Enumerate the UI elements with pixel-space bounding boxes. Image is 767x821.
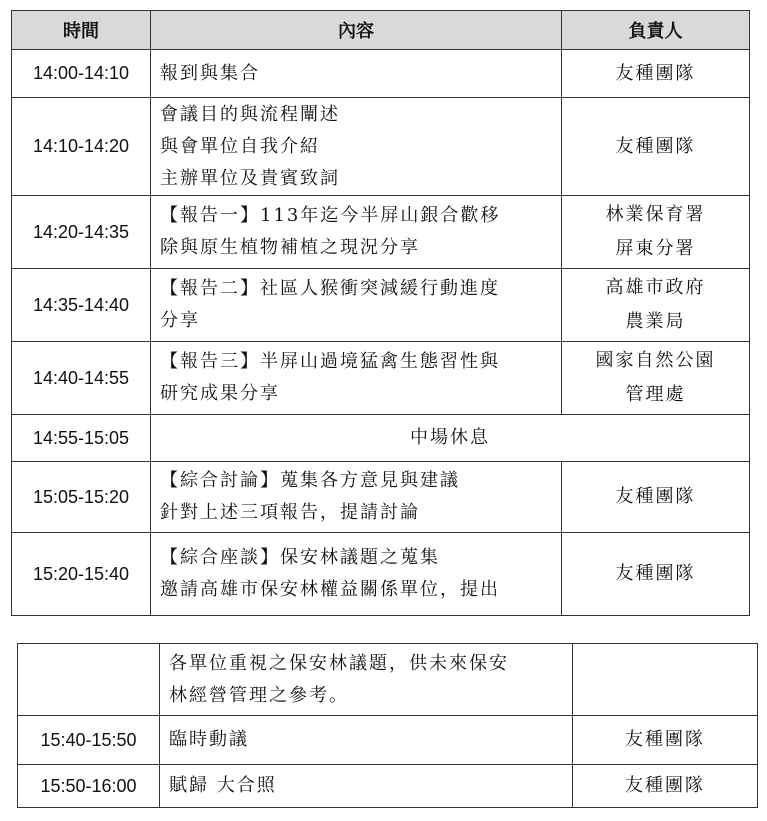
time-cell: 15:20-15:40 — [12, 533, 151, 616]
time-cell — [18, 644, 160, 716]
table-row — [12, 415, 750, 462]
time-cell: 15:05-15:20 — [12, 462, 151, 533]
time-cell: 14:10-14:20 — [12, 98, 151, 196]
header-time: 時間 — [12, 11, 151, 50]
table-row — [12, 196, 750, 269]
time-cell: 14:35-14:40 — [12, 269, 151, 342]
header-responsible: 負責人 — [562, 11, 750, 50]
responsible-cell: 友種團隊 — [562, 98, 750, 196]
responsible-cell: 友種團隊 — [562, 50, 750, 98]
responsible-cell: 高雄市政府 農業局 — [562, 269, 750, 342]
time-cell: 15:40-15:50 — [18, 716, 160, 765]
table-row — [18, 765, 758, 808]
responsible-cell: 國家自然公園 管理處 — [562, 342, 750, 415]
responsible-cell: 友種團隊 — [562, 533, 750, 616]
content-cell: 【綜合座談】保安林議題之蒐集 邀請高雄市保安林權益關係單位，提出 — [151, 533, 562, 616]
table-row — [12, 462, 750, 533]
content-cell: 【報告二】社區人猴衝突減緩行動進度 分享 — [151, 269, 562, 342]
table-row — [12, 269, 750, 342]
table-row — [12, 50, 750, 98]
content-cell: 各單位重視之保安林議題，供未來保安 林經營管理之參考。 — [160, 644, 573, 716]
content-cell: 臨時動議 — [160, 716, 573, 765]
responsible-cell — [573, 644, 758, 716]
time-cell: 14:20-14:35 — [12, 196, 151, 269]
responsible-cell: 林業保育署 屏東分署 — [562, 196, 750, 269]
time-cell: 14:40-14:55 — [12, 342, 151, 415]
time-cell: 14:55-15:05 — [12, 415, 151, 462]
break-cell: 中場休息 — [151, 415, 750, 462]
table-row — [12, 342, 750, 415]
content-cell: 報到與集合 — [151, 50, 562, 98]
agenda-table-continued — [17, 643, 758, 808]
content-cell: 【報告一】113年迄今半屏山銀合歡移 除與原生植物補植之現況分享 — [151, 196, 562, 269]
content-cell: 【報告三】半屏山過境猛禽生態習性與 研究成果分享 — [151, 342, 562, 415]
responsible-cell: 友種團隊 — [573, 716, 758, 765]
table-row — [12, 98, 750, 196]
header-content: 內容 — [151, 11, 562, 50]
content-cell: 賦歸 大合照 — [160, 765, 573, 808]
header-row — [12, 11, 750, 50]
content-cell: 會議目的與流程闡述 與會單位自我介紹 主辦單位及貴賓致詞 — [151, 98, 562, 196]
table-row — [18, 716, 758, 765]
time-cell: 15:50-16:00 — [18, 765, 160, 808]
responsible-cell: 友種團隊 — [562, 462, 750, 533]
table-row — [12, 533, 750, 616]
responsible-cell: 友種團隊 — [573, 765, 758, 808]
time-cell: 14:00-14:10 — [12, 50, 151, 98]
content-cell: 【綜合討論】蒐集各方意見與建議 針對上述三項報告，提請討論 — [151, 462, 562, 533]
agenda-table — [11, 10, 750, 616]
table-row — [18, 644, 758, 716]
